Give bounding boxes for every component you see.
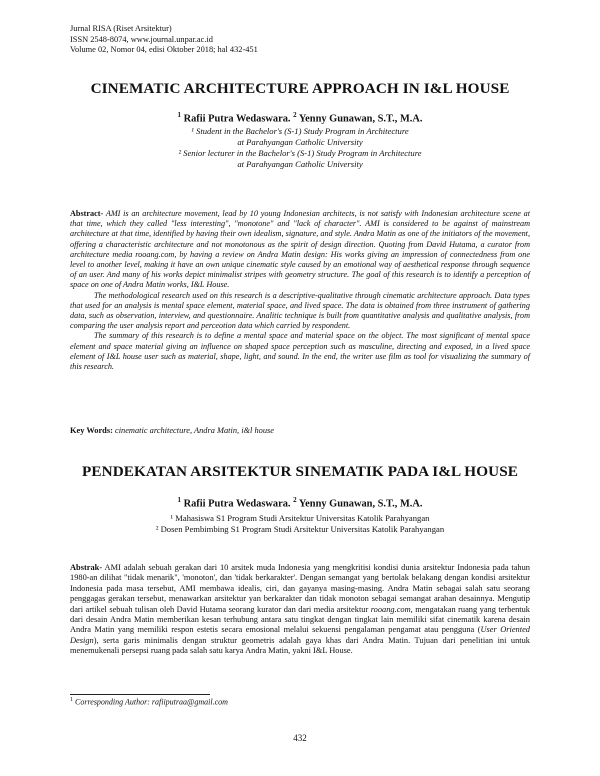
id-author1-sup: 1 (177, 496, 181, 504)
english-authors: $^1$ Rafii Putra Wedaswara. $^2$ Yenny Gunawan, S.T., M.A. (177, 111, 423, 125)
author2-name: Yenny Gunawan, S.T., M.A. (298, 113, 423, 125)
affil1-line2: at Parahyangan Catholic University (237, 137, 363, 147)
id-author1-name: Rafii Putra Wedaswara (183, 498, 288, 510)
footnote-text: Corresponding Author: rafiiputraa@gmail.com (75, 697, 228, 707)
id-affil2: ² Dosen Pembimbing S1 Program Studi Arsitektur Universitas Katolik Parahyangan (155, 524, 445, 534)
footnote (70, 697, 228, 707)
indonesian-affiliations (0, 513, 600, 535)
abstract-paragraph-1 (70, 209, 530, 291)
english-abstract (70, 209, 530, 372)
journal-issn: ISSN 2548-8074, www.journal.unpar.ac.id (70, 34, 213, 44)
keywords-label: Key Words: (70, 426, 113, 435)
keywords (70, 426, 530, 435)
affil2-line1: ² Senior lecturer in the Bachelor's (S-1) Study Program in Architecture (178, 148, 422, 158)
abstract-label: Abstract- (70, 209, 104, 218)
indonesian-authors: $^1$ Rafii Putra Wedaswara. $^2$ Yenny Gunawan, S.T., M.A. (177, 496, 423, 510)
abstract-paragraph-3: The summary of this research is to define a mental space and material space on the object. The most significant of mental space element and space material giving an influence on shaped space perception such as masculine, directing and exposed, in a lived space element of I&L house user such as material, shape, light, and sound. In the end, the writer use film as tool for visualizing the summary of this research. (70, 331, 530, 372)
footnote-sup: 1 (70, 697, 73, 703)
journal-name: Jurnal RISA (Riset Arsitektur) (70, 24, 172, 33)
abstrak-label: Abstrak- (70, 563, 103, 572)
affil2-line2: at Parahyangan Catholic University (237, 159, 363, 169)
journal-header (70, 24, 258, 56)
abstract-text-1: AMI is an architecture movement, lead by 10 young Indonesian architects, is not satisfy with Indonesian architecture scene at that time, which they called "less interesting", "monotone" and "lack of character". AMI is considered to be against of mainstream architecture at that time, identified by having their own idealism, signature, and style. Andra Matin as one of the initiators of the movement, offering a characteristic architecture and not monotonous as the spirit of design direction. Quoting from David Hutama, a curator from architecture media rooang.com, by having a review on Andra Matin design: His works giving an impression of connectedness from one level to another level, making it have an own unique cinematic style caused by an emotional way of aesthetical response through sequence of an user. And many of his works depict minimalist stripes with geometry structure. The goal of this research is to identify a perception of space on one of Andra Matin works, I&L House. (70, 209, 530, 290)
abstrak-italic-1: rooang.com (370, 604, 411, 614)
id-author2-name: Yenny Gunawan, S.T., M.A. (298, 498, 423, 510)
indonesian-title: PENDEKATAN ARSITEKTUR SINEMATIK PADA I&L HOUSE (82, 463, 518, 480)
id-affil1: ¹ Mahasiswa S1 Program Studi Arsitektur Universitas Katolik Parahyangan (170, 513, 430, 523)
author1-name: Rafii Putra Wedaswara (183, 113, 288, 125)
indonesian-abstract (70, 563, 530, 657)
abstract-paragraph-2: The methodological research used on this research is a descriptive-qualitative through cinematic architecture approach. Data types that used for an analysis is mental space element, material space, and lived space. The data is obtained from three instrument of gathering data, such as observation, interview, and questionnaire. Analitic technique is built from quantitative analysis and qualitative analysis, from comparing the user analysis report and perceotion data which carried by respondent. (70, 290, 530, 331)
abstrak-text-3: ), serta garis minimalis dengan struktur geometris adalah gaya khas dari Andra Matin. Tujuan dari penelitian ini untuk menemukenali persepsi ruang pada salah satu karya Andra Matin, yakni I&L House. (70, 635, 530, 656)
author2-sup: 2 (293, 111, 297, 119)
footnote-divider (70, 694, 210, 695)
abstrak-italic-2: User Oriented Design (70, 625, 530, 645)
abstrak-text-2: , mengatakan ruang yang terbentuk dari desain Andra Matin memberikan kesan terhubung antara satu tingkat dengan tingkat lain memiliki sifat cinematik karena desain Andra Matin yang memiliki respon estetis secara emosional melalui sekuensi pengalaman pengamat atau pengguna ( (70, 604, 530, 635)
affil1-line1: ¹ Student in the Bachelor's (S-1) Study Program in Architecture (191, 126, 409, 136)
author1-sup: 1 (177, 111, 181, 119)
english-affiliations (0, 126, 600, 170)
page-number: 432 (293, 733, 307, 743)
english-title: CINEMATIC ARCHITECTURE APPROACH IN I&L HOUSE (90, 80, 510, 97)
id-author2-sup: 2 (293, 496, 297, 504)
keywords-text: cinematic architecture, Andra Matin, i&l house (114, 426, 275, 435)
journal-volume: Volume 02, Nomor 04, edisi Oktober 2018; hal 432-451 (70, 45, 258, 55)
abstrak-text-1: AMI adalah sebuah gerakan dari 10 arsitek muda Indonesia yang mengkritisi kondisi dunia arsitektur Indonesia pada tahun 1980-an dilihat "tidak menarik", 'monoton', dan 'tidak berkarakter'. Dengan semangat yang bertolak belakang dengan kondisi arsitektur Indonesia pada masa tersebut, AMI membawa idealis, ciri, dan gayanya masing-masing. Andra Matin sebagai salah satu seorang penggagas gerakan tersebut, menawarkan arsitektur yan berkarakter dan tidak monoton sebagai semangat arahan desainnya. Mengutip dari artikel sebuah tulisan oleh David Hutama seorang kurator dan dari media arsitektur (70, 563, 530, 614)
